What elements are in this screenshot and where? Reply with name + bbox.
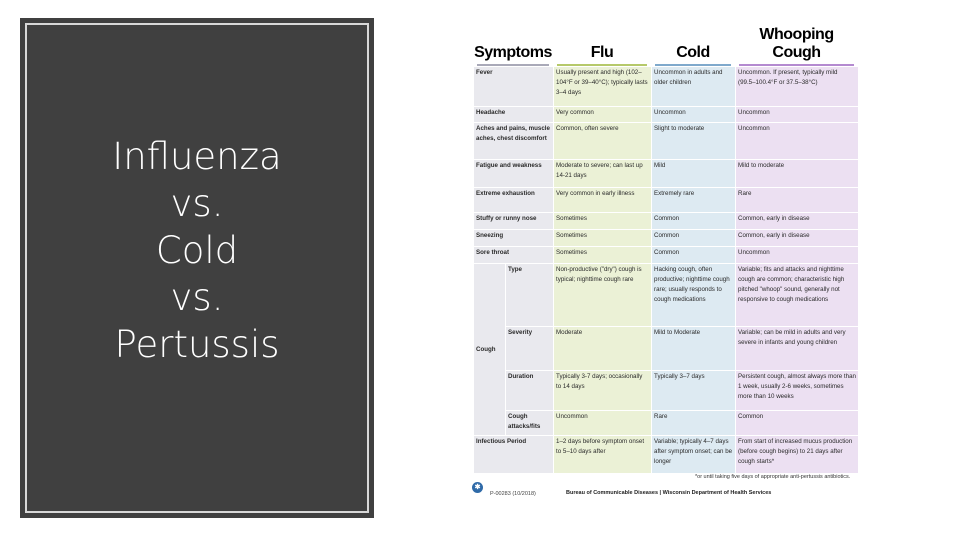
whooping-cell: Common, early in disease (736, 230, 859, 247)
cough-sub-label: Type (506, 264, 554, 327)
title-line-pertussis: Pertussis (114, 323, 280, 366)
row-sneezing (474, 230, 859, 247)
whooping-cell: Variable; fits and attacks and nighttime cough are common; characteristic high pitched "whoop" sound, generally not responsive to cough medications (736, 264, 859, 327)
header-symptoms (473, 36, 553, 66)
cold-cell: Common (652, 247, 736, 264)
cold-cell: Extremely rare (652, 188, 736, 213)
cold-cell: Hacking cough, often productive; nighttime cough rare; usually responds to cough medications (652, 264, 736, 327)
header-whooping (735, 26, 858, 66)
symptom-cell: Aches and pains, muscle aches, chest discomfort (474, 123, 554, 160)
footnote: *or until taking five days of appropriate anti-pertussis antibiotics. (695, 474, 851, 480)
row-stuffy-nose (474, 213, 859, 230)
cold-cell: Uncommon in adults and older children (652, 67, 736, 107)
flu-cell: Very common in early illness (554, 188, 652, 213)
header-flu-label: Flu (590, 44, 614, 61)
cold-cell: Mild (652, 160, 736, 188)
row-cough-duration (474, 371, 859, 411)
cold-cell: Variable; typically 4–7 days after symptom onset; can be longer (652, 436, 736, 474)
row-aches (474, 123, 859, 160)
cough-sub-label: Duration (506, 371, 554, 411)
header-cold-label: Cold (676, 44, 710, 61)
comparison-document (470, 26, 860, 502)
flu-cell: Sometimes (554, 213, 652, 230)
header-cold (651, 36, 735, 66)
flu-cell: Common, often severe (554, 123, 652, 160)
whooping-cell: Rare (736, 188, 859, 213)
row-cough-attacks (474, 411, 859, 436)
symptom-cell: Extreme exhaustion (474, 188, 554, 213)
flu-cell: Non-productive ("dry") cough is typical; nighttime cough rare (554, 264, 652, 327)
whooping-cell: From start of increased mucus production (before cough begins) to 21 days after cough starts* (736, 436, 859, 474)
row-exhaustion (474, 188, 859, 213)
row-cough-type (474, 264, 859, 327)
row-fatigue (474, 160, 859, 188)
flu-cell: Typically 3-7 days; occasionally to 14 days (554, 371, 652, 411)
title-line-influenza: Influenza (112, 135, 282, 178)
header-symptoms-label: Symptoms (474, 44, 552, 61)
flu-cell: Moderate to severe; can last up 14-21 days (554, 160, 652, 188)
header-whooping-label: Whooping Cough (759, 26, 834, 61)
whooping-cell: Uncommon (736, 107, 859, 123)
cold-cell: Uncommon (652, 107, 736, 123)
row-infectious-period (474, 436, 859, 474)
whooping-cell: Uncommon (736, 123, 859, 160)
symptom-cell: Fatigue and weakness (474, 160, 554, 188)
row-headache (474, 107, 859, 123)
row-fever (474, 67, 859, 107)
cold-cell: Rare (652, 411, 736, 436)
flu-cell: Sometimes (554, 230, 652, 247)
whooping-cell: Common, early in disease (736, 213, 859, 230)
title-line-vs-2: vs. (170, 276, 224, 319)
whooping-cell: Variable; can be mild in adults and very severe in infants and young children (736, 327, 859, 371)
slide-title (27, 133, 367, 368)
symptom-cell: Infectious Period (474, 436, 554, 474)
title-panel (20, 18, 374, 518)
cold-cell: Typically 3–7 days (652, 371, 736, 411)
title-line-vs-1: vs. (170, 182, 224, 225)
whooping-cell: Mild to moderate (736, 160, 859, 188)
whooping-cell: Uncommon (736, 247, 859, 264)
symptom-cell: Sneezing (474, 230, 554, 247)
cold-cell: Slight to moderate (652, 123, 736, 160)
cold-cell: Mild to Moderate (652, 327, 736, 371)
symptom-table (473, 66, 859, 474)
symptom-cell: Sore throat (474, 247, 554, 264)
title-line-cold: Cold (155, 229, 239, 272)
bureau-credit: Bureau of Communicable Diseases | Wisconsin Department of Health Services (566, 490, 772, 496)
whooping-cell: Persistent cough, almost always more than 1 week, usually 2-6 weeks, sometimes more than 10 weeks (736, 371, 859, 411)
flu-cell: Very common (554, 107, 652, 123)
flu-cell: Usually present and high (102–104°F or 39–40°C); typically lasts 3–4 days (554, 67, 652, 107)
cold-cell: Common (652, 230, 736, 247)
publication-number: P-00283 (10/2018) (490, 491, 536, 497)
header-flu (553, 36, 651, 66)
symptom-cell: Headache (474, 107, 554, 123)
flu-cell: Moderate (554, 327, 652, 371)
title-frame (25, 23, 369, 513)
cough-sub-label: Severity (506, 327, 554, 371)
flu-cell: Sometimes (554, 247, 652, 264)
cough-sub-label: Cough attacks/fits (506, 411, 554, 436)
cough-group-label: Cough (474, 264, 506, 436)
cold-cell: Common (652, 213, 736, 230)
symptom-cell: Fever (474, 67, 554, 107)
dhs-logo-icon: ✱ (472, 482, 483, 493)
row-cough-severity (474, 327, 859, 371)
whooping-cell: Uncommon. If present, typically mild (99.5–100.4°F or 37.5–38°C) (736, 67, 859, 107)
flu-cell: Uncommon (554, 411, 652, 436)
row-sore-throat (474, 247, 859, 264)
symptom-cell: Stuffy or runny nose (474, 213, 554, 230)
whooping-cell: Common (736, 411, 859, 436)
flu-cell: 1–2 days before symptom onset to 5–10 days after (554, 436, 652, 474)
